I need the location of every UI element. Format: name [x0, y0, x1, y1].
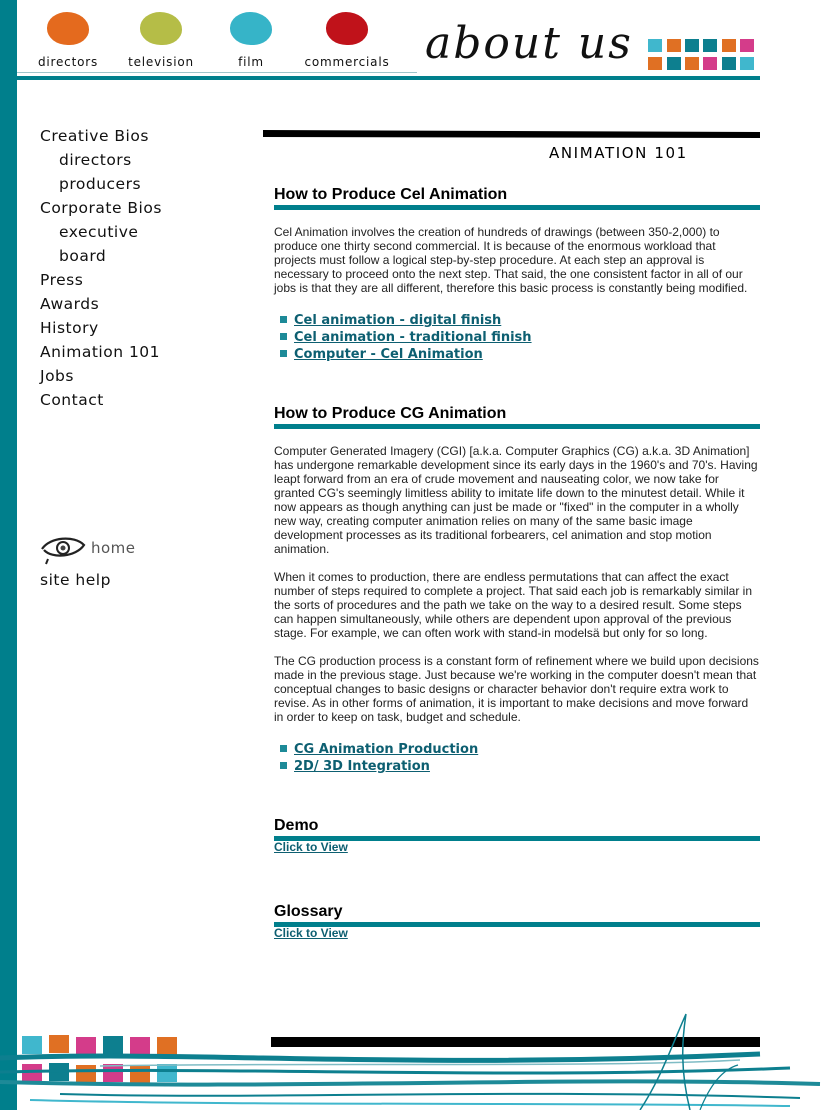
nav-television[interactable]	[116, 12, 206, 69]
link-2d-3d-integration[interactable]: 2D/ 3D Integration	[294, 759, 430, 774]
cel-link-list	[280, 312, 532, 363]
blue-blob-icon	[230, 12, 272, 45]
sidebar-item-history[interactable]: History	[40, 319, 99, 337]
green-blob-icon	[140, 12, 182, 45]
section-rule	[274, 205, 760, 210]
square-bullet-icon	[280, 745, 287, 752]
list-item	[280, 346, 532, 363]
sidebar-item-creative-bios[interactable]: Creative Bios	[40, 127, 149, 145]
sidebar-item-producers[interactable]: producers	[59, 175, 142, 193]
sidebar-item-corporate-bios[interactable]: Corporate Bios	[40, 199, 162, 217]
left-accent-bar	[0, 0, 17, 1110]
home-label: home	[91, 539, 136, 557]
orange-blob-icon	[47, 12, 89, 45]
sidebar-item-executive[interactable]: executive	[59, 223, 139, 241]
list-item	[280, 329, 532, 346]
sidebar-item-jobs[interactable]: Jobs	[40, 367, 74, 385]
home-link[interactable]	[40, 533, 136, 569]
cg-link-list	[280, 741, 478, 775]
sidebar-item-awards[interactable]: Awards	[40, 295, 100, 313]
cel-section-title: How to Produce Cel Animation	[274, 186, 508, 203]
nav-label: television	[128, 55, 194, 69]
sidebar-item-directors[interactable]: directors	[59, 151, 132, 169]
list-item	[280, 741, 478, 758]
site-help-link[interactable]: site help	[40, 571, 111, 589]
footer-brush-art	[0, 1010, 830, 1110]
link-cg-production[interactable]: CG Animation Production	[294, 742, 479, 757]
square-bullet-icon	[280, 762, 287, 769]
list-item	[280, 312, 532, 329]
cel-paragraph: Cel Animation involves the creation of hundreds of drawings (between 350-2,000) to produce one thirty second commercial. It is because of the enormous workload that projects must follow a logical step-by-step procedure. At each step an approval is necessary to proceed onto the next step. That said, the one consistent factor in all of our jobs is that they are all different, therefore this basic process is constantly being modified.	[274, 225, 748, 295]
header-rule	[17, 76, 760, 80]
demo-click-to-view-link[interactable]: Click to View	[274, 840, 348, 854]
cel-section-header	[274, 186, 760, 210]
sidebar	[40, 124, 162, 412]
link-cel-digital-finish[interactable]: Cel animation - digital finish	[294, 313, 502, 328]
section-rule	[274, 424, 760, 429]
cg-section-header	[274, 405, 760, 429]
header-thin-rule	[17, 72, 417, 73]
square-bullet-icon	[280, 350, 287, 357]
nav-label: film	[238, 55, 264, 69]
nav-commercials[interactable]	[302, 12, 392, 69]
square-bullet-icon	[280, 316, 287, 323]
red-blob-icon	[326, 12, 368, 45]
nav-label: commercials	[304, 55, 390, 69]
cg-paragraph-1: Computer Generated Imagery (CGI) [a.k.a. Computer Graphics (CG) a.k.a. 3D Animation] has undergone remarkable development since its early days in the 1960's and 70's. Having leapt forward from an era of crude movement and nauseating color, we now take for granted CG's seemingly limitless ability to imitate life down to the minutest detail. While it now appears as though anything can just be made or "fixed" in the computer in a wholly new way, creating computer animation relies on many of the same basic image development processes as its traditional forbearers, cel animation and stop motion animation.	[274, 444, 758, 556]
nav-label: directors	[37, 55, 99, 69]
eye-icon	[40, 533, 86, 565]
glossary-title: Glossary	[274, 903, 343, 920]
brush-stroke-banner	[263, 128, 760, 138]
link-cel-traditional-finish[interactable]: Cel animation - traditional finish	[294, 330, 532, 345]
glossary-section-header	[274, 903, 760, 927]
cg-paragraph-3: The CG production process is a constant form of refinement where we build upon decisions made in the previous stage. Just because we're working in the computer doesn't mean that conceptual changes to basic designs or character behavior don't require extra work to revise. As in other forms of animation, it is important to make decisions and move forward in order to keep on task, budget and schedule.	[274, 654, 759, 724]
cg-section-title: How to Produce CG Animation	[274, 405, 507, 422]
sidebar-item-press[interactable]: Press	[40, 271, 84, 289]
sidebar-item-board[interactable]: board	[59, 247, 107, 265]
about-us-header-title: about us	[425, 18, 633, 69]
cg-paragraph-2: When it comes to production, there are endless permutations that can affect the exact number of steps required to complete a project. That said each job is remarkably similar in the sorts of procedures and the path we take on the way to a desired result. Some steps can happen simultaneously, while others are dependent upon approval of the previous stage. For example, we can often work with stand-in modelsä but only for so long.	[274, 570, 753, 640]
nav-directors[interactable]	[23, 12, 113, 69]
sidebar-item-animation-101[interactable]: Animation 101	[40, 343, 161, 361]
square-bullet-icon	[280, 333, 287, 340]
demo-section-header	[274, 817, 760, 841]
page-title: ANIMATION 101	[549, 144, 688, 162]
glossary-click-to-view-link[interactable]: Click to View	[274, 926, 348, 940]
sidebar-item-contact[interactable]: Contact	[40, 391, 104, 409]
nav-film[interactable]	[206, 12, 296, 69]
demo-title: Demo	[274, 817, 319, 834]
link-computer-cel[interactable]: Computer - Cel Animation	[294, 347, 483, 362]
list-item	[280, 758, 478, 775]
